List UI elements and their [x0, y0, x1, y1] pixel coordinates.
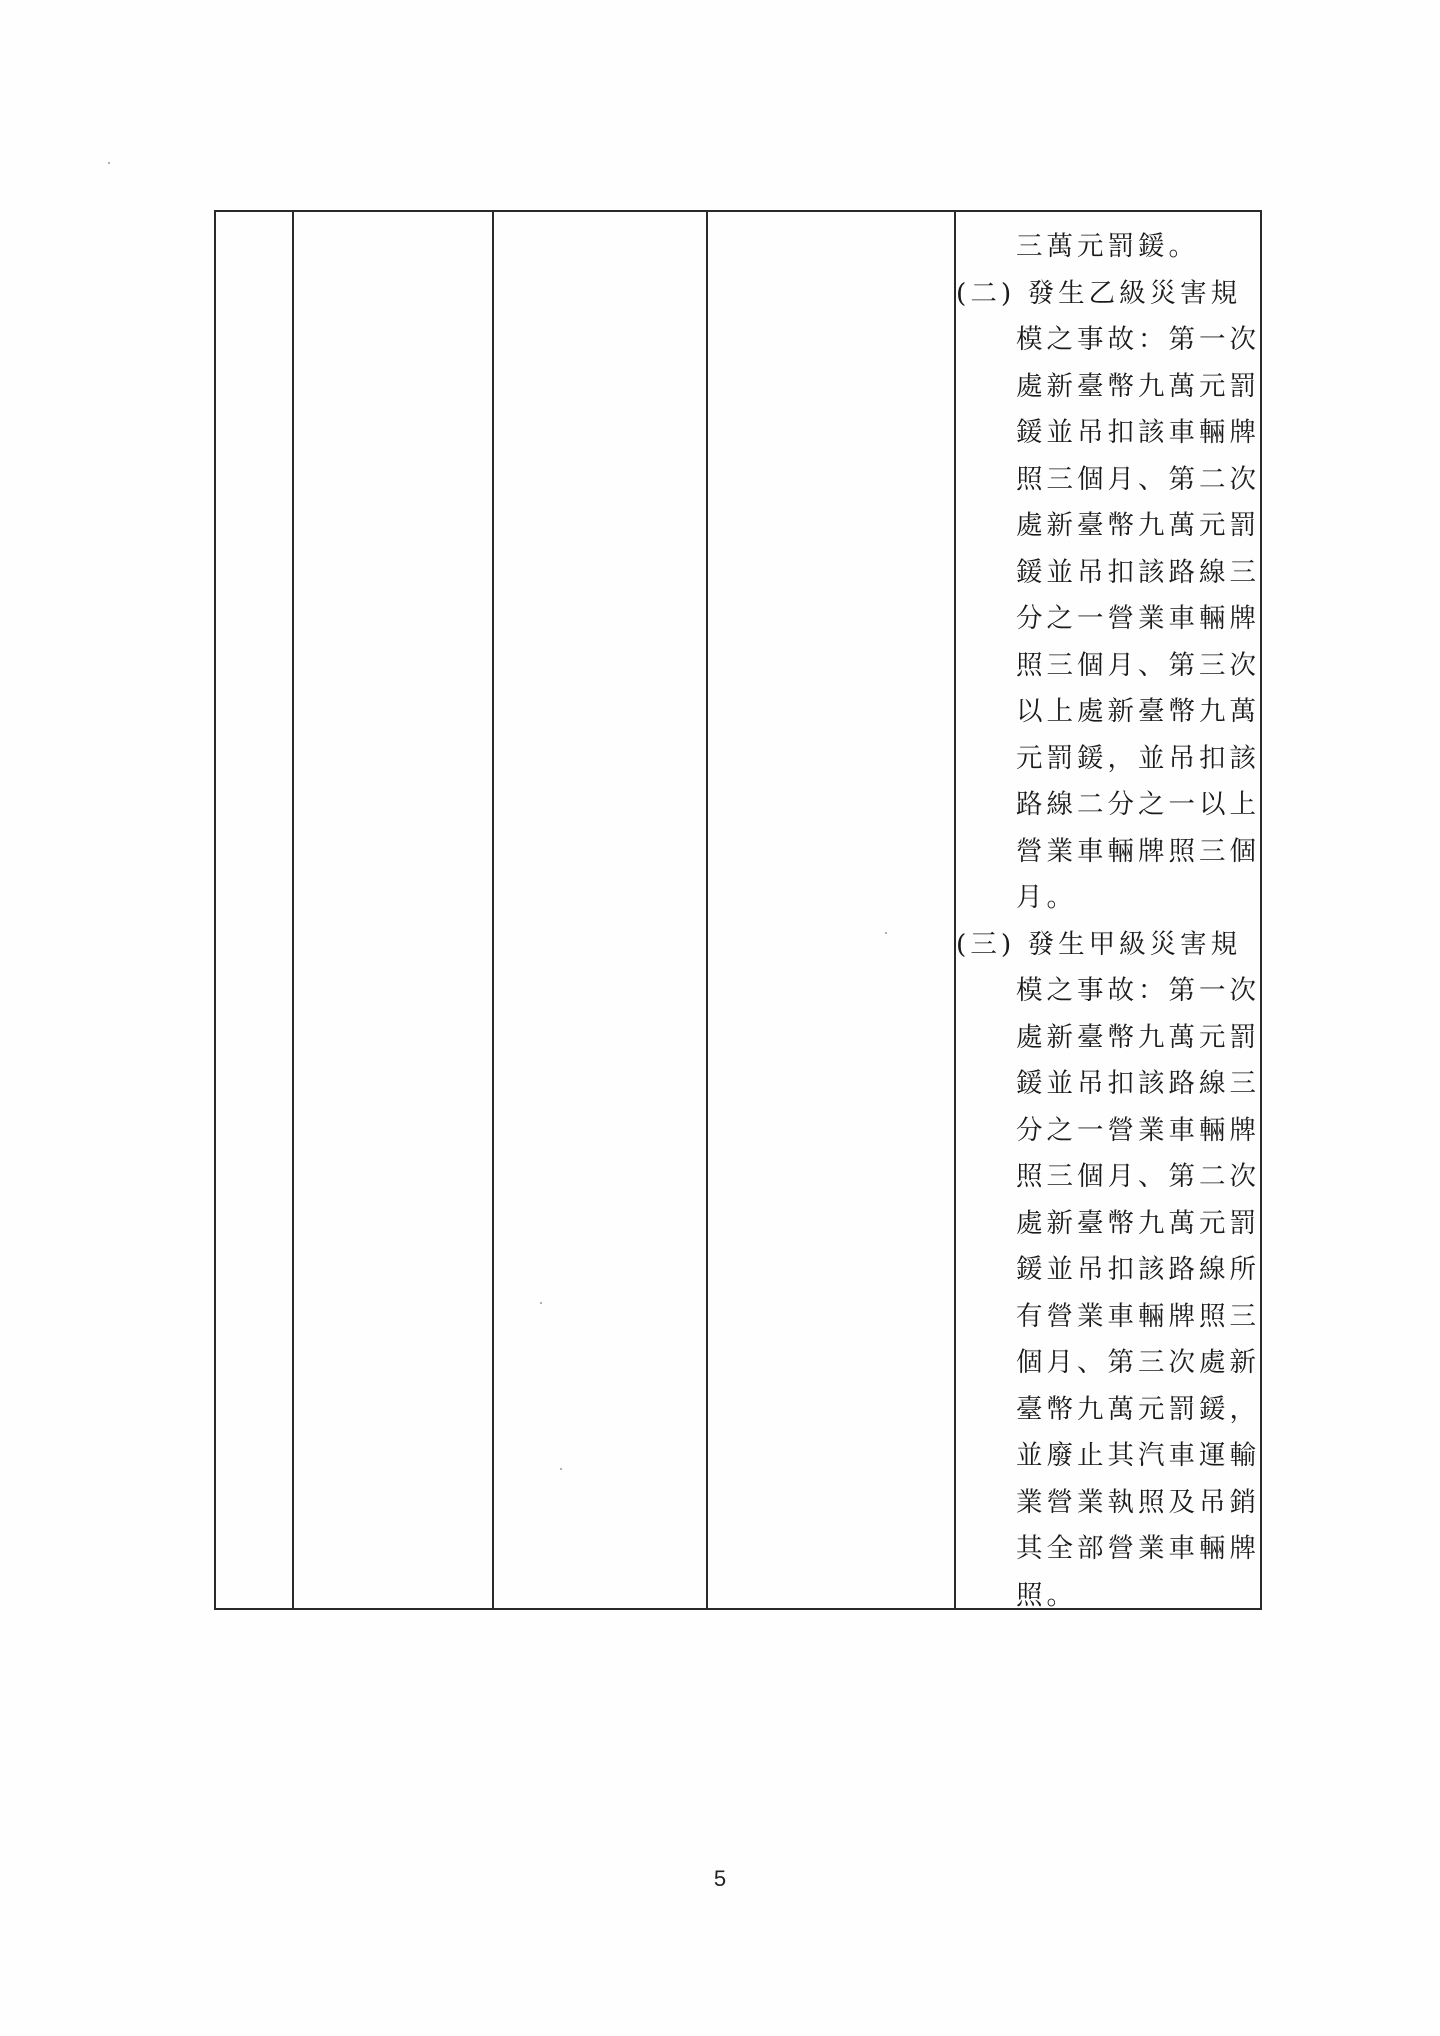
- penalty-text-line: 以上處新臺幣九萬: [1016, 696, 1260, 727]
- page-number: 5: [713, 1866, 727, 1891]
- penalty-text-line: 鍰並吊扣該路線三: [1016, 1068, 1260, 1099]
- penalty-text-line: 處新臺幣九萬元罰: [1016, 510, 1260, 541]
- penalty-text-line: 照三個月、第二次: [1016, 1161, 1260, 1192]
- penalty-text-line: 三萬元罰鍰。: [1016, 231, 1199, 262]
- penalty-text-line: 分之一營業車輛牌: [1016, 603, 1260, 634]
- penalty-text-line: 處新臺幣九萬元罰: [1016, 1021, 1260, 1053]
- penalty-text-line: 有營業車輛牌照三: [1016, 1300, 1260, 1332]
- penalty-text-line: 並廢止其汽車運輸: [1016, 1440, 1260, 1471]
- scan-speck: [108, 162, 110, 164]
- penalty-text-line: 分之一營業車輛牌: [1016, 1114, 1260, 1146]
- column-divider-3: [706, 212, 708, 1608]
- penalty-text-line: 元罰鍰，並吊扣該: [1016, 742, 1260, 774]
- column-divider-1: [292, 212, 294, 1608]
- penalty-text-line: 照三個月、第三次: [1016, 649, 1260, 681]
- penalty-text-line: 業營業執照及吊銷: [1016, 1486, 1260, 1518]
- penalty-text-line: 營業車輛牌照三個: [1016, 835, 1260, 867]
- penalty-text-line: 處新臺幣九萬元罰: [1016, 370, 1260, 402]
- penalty-text-line: 其全部營業車輛牌: [1016, 1533, 1260, 1564]
- penalty-text-line: 照。: [1016, 1579, 1077, 1611]
- scan-speck: [560, 1468, 562, 1470]
- penalty-text-line: 鍰並吊扣該路線所: [1016, 1254, 1260, 1285]
- penalty-text-line: 個月、第三次處新: [1016, 1347, 1260, 1378]
- penalty-text-line: 月。: [1016, 882, 1077, 913]
- penalty-text-line: 臺幣九萬元罰鍰，: [1016, 1393, 1260, 1425]
- penalty-text-line: 路線二分之一以上: [1016, 789, 1260, 820]
- regulation-table: [214, 210, 1262, 1610]
- penalty-column-cell: [956, 224, 1260, 1619]
- scan-speck: [540, 1302, 542, 1304]
- penalty-text-line: 模之事故：第一次: [1016, 324, 1260, 355]
- penalty-text-line: (三) 發生甲級災害規: [956, 928, 1242, 960]
- column-divider-2: [492, 212, 494, 1608]
- penalty-text-line: 處新臺幣九萬元罰: [1016, 1207, 1260, 1239]
- penalty-text-line: 模之事故：第一次: [1016, 975, 1260, 1006]
- penalty-text-line: 照三個月、第二次: [1016, 463, 1260, 495]
- penalty-text-line: 鍰並吊扣該路線三: [1016, 556, 1260, 588]
- penalty-text-line: (二) 發生乙級災害規: [956, 277, 1242, 309]
- scan-speck: [885, 932, 887, 934]
- penalty-text-line: 鍰並吊扣該車輛牌: [1016, 417, 1260, 448]
